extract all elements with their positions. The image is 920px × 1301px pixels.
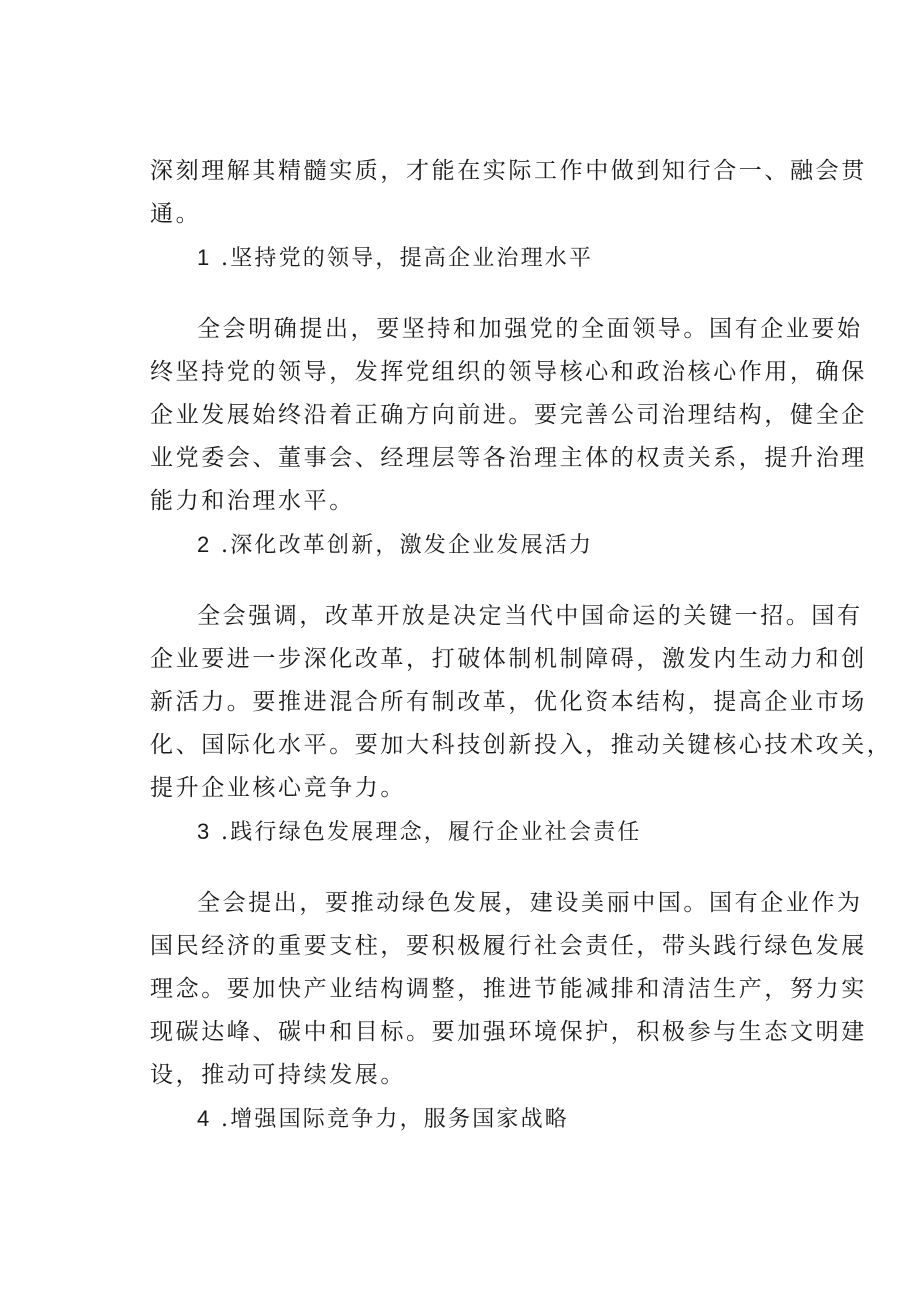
section-2-heading — [197, 523, 808, 567]
section-number: 1 — [197, 245, 210, 270]
paragraph-line: 提升企业核心竞争力。 — [150, 775, 406, 801]
section-2-paragraph — [150, 595, 893, 810]
section-title: .坚持党的领导，提高企业治理水平 — [221, 246, 594, 271]
section-4-heading — [197, 1097, 808, 1141]
section-title: .践行绿色发展理念，履行企业社会责任 — [221, 820, 642, 845]
section-number: 3 — [197, 819, 210, 844]
paragraph-line: 现碳达峰、碳中和目标。要加强环境保护，积极参与生态文明建 — [150, 1019, 867, 1045]
intro-line: 深刻理解其精髓实质，才能在实际工作中做到知行合一、融会贯 — [150, 158, 867, 184]
paragraph-line: 全会提出，要推动绿色发展，建设美丽中国。国有企业作为 — [197, 890, 863, 916]
paragraph-line: 能力和治理水平。 — [150, 488, 355, 514]
paragraph-line: 设，推动可持续发展。 — [150, 1062, 406, 1088]
paragraph-line: 企业要进一步深化改革，打破体制机制障碍，激发内生动力和创 — [150, 646, 867, 672]
paragraph-line: 国民经济的重要支柱，要积极履行社会责任，带头践行绿色发展 — [150, 933, 867, 959]
paragraph-line: 理念。要加快产业结构调整，推进节能减排和清洁生产，努力实 — [150, 976, 867, 1002]
section-number: 2 — [197, 532, 210, 557]
section-title: .深化改革创新，激发企业发展活力 — [221, 533, 594, 558]
paragraph-line: 企业发展始终沿着正确方向前进。要完善公司治理结构，健全企 — [150, 402, 867, 428]
paragraph-line: 业党委会、董事会、经理层等各治理主体的权责关系，提升治理 — [150, 445, 867, 471]
paragraph-line: 全会强调，改革开放是决定当代中国命运的关键一招。国有 — [197, 603, 863, 629]
section-title: .增强国际竞争力，服务国家战略 — [221, 1107, 569, 1132]
section-1-paragraph — [150, 308, 867, 523]
paragraph-line: 全会明确提出，要坚持和加强党的全面领导。国有企业要始 — [197, 316, 863, 342]
paragraph-line: 新活力。要推进混合所有制改革，优化资本结构，提高企业市场 — [150, 689, 867, 715]
section-number: 4 — [197, 1106, 210, 1131]
section-1-heading — [197, 236, 808, 280]
intro-paragraph — [150, 150, 867, 236]
paragraph-line: 化、国际化水平。要加大科技创新投入，推动关键核心技术攻关， — [150, 732, 893, 758]
intro-line: 通。 — [150, 201, 202, 227]
paragraph-line: 终坚持党的领导，发挥党组织的领导核心和政治核心作用，确保 — [150, 359, 867, 385]
section-3-paragraph — [150, 882, 867, 1097]
section-3-heading — [197, 810, 808, 854]
